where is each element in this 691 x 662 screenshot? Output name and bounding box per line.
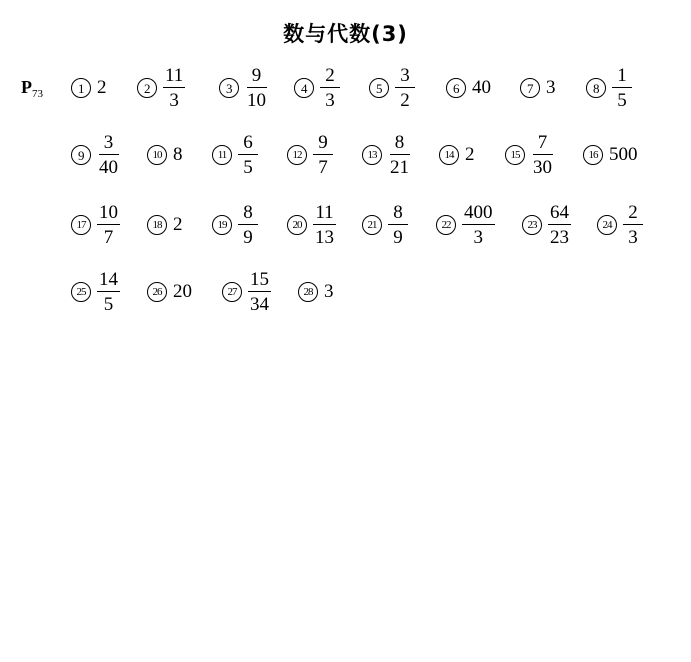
answer-number: 5 xyxy=(369,78,389,98)
answer-number: 13 xyxy=(362,145,382,165)
answer-number: 2 xyxy=(137,78,157,98)
answer-fraction xyxy=(395,66,415,110)
fraction-denominator: 2 xyxy=(400,90,410,111)
answer-item xyxy=(71,202,120,248)
fraction-numerator: 8 xyxy=(390,133,410,155)
answer-fraction xyxy=(313,203,336,247)
answer-item xyxy=(522,202,571,248)
answer-number: 15 xyxy=(505,145,525,165)
fraction-numerator: 9 xyxy=(247,66,267,88)
page-letter: P xyxy=(21,77,32,97)
answer-item xyxy=(71,269,120,315)
answer-item xyxy=(222,269,271,315)
fraction-denominator: 9 xyxy=(393,227,403,248)
fraction-numerator: 6 xyxy=(238,133,258,155)
fraction-numerator: 9 xyxy=(313,133,333,155)
answer-number: 21 xyxy=(362,215,382,235)
answer-item xyxy=(298,272,334,312)
fraction-numerator: 8 xyxy=(238,203,258,225)
answer-item xyxy=(147,135,183,175)
answer-number: 19 xyxy=(212,215,232,235)
answer-value: 3 xyxy=(324,281,334,302)
answer-number: 6 xyxy=(446,78,466,98)
answer-item xyxy=(212,132,258,178)
answer-number: 25 xyxy=(71,282,91,302)
fraction-denominator: 13 xyxy=(315,227,334,248)
answer-value: 8 xyxy=(173,144,183,165)
answer-item xyxy=(294,65,340,111)
answer-number: 11 xyxy=(212,145,232,165)
answer-item xyxy=(287,202,336,248)
answer-item xyxy=(505,132,554,178)
answer-fraction xyxy=(462,203,495,247)
answer-value: 2 xyxy=(97,77,107,98)
answer-number: 4 xyxy=(294,78,314,98)
fraction-numerator: 3 xyxy=(395,66,415,88)
answer-fraction xyxy=(623,203,643,247)
fraction-denominator: 30 xyxy=(533,157,552,178)
answer-fraction xyxy=(97,133,120,177)
answer-value: 2 xyxy=(173,214,183,235)
answer-item xyxy=(137,65,185,111)
answer-item xyxy=(369,65,415,111)
answer-number: 20 xyxy=(287,215,307,235)
fraction-numerator: 11 xyxy=(165,65,184,86)
answer-item xyxy=(439,135,475,175)
fraction-denominator: 7 xyxy=(103,227,114,248)
fraction-denominator: 10 xyxy=(247,90,266,111)
answer-fraction xyxy=(245,66,268,110)
fraction-numerator: 400 xyxy=(464,202,493,223)
answer-item xyxy=(583,135,638,175)
answer-item xyxy=(219,65,268,111)
answer-fraction xyxy=(531,133,554,177)
fraction-denominator: 5 xyxy=(103,294,114,315)
answer-number: 12 xyxy=(287,145,307,165)
page-title: 数与代数(3) xyxy=(283,22,408,46)
answer-number: 24 xyxy=(597,215,617,235)
answer-value: 40 xyxy=(472,77,491,98)
answer-number: 1 xyxy=(71,78,91,98)
answer-value: 500 xyxy=(609,144,638,165)
answer-fraction xyxy=(313,133,333,177)
answer-item xyxy=(362,202,408,248)
fraction-numerator: 1 xyxy=(612,66,632,88)
answer-number: 3 xyxy=(219,78,239,98)
answer-number: 26 xyxy=(147,282,167,302)
fraction-numerator: 10 xyxy=(99,202,118,223)
answer-number: 27 xyxy=(222,282,242,302)
fraction-denominator: 3 xyxy=(169,90,179,111)
answer-fraction xyxy=(248,270,271,314)
answer-number: 16 xyxy=(583,145,603,165)
fraction-numerator: 2 xyxy=(623,203,643,225)
answer-value: 3 xyxy=(546,77,556,98)
answer-number: 14 xyxy=(439,145,459,165)
answer-number: 9 xyxy=(71,145,91,165)
fraction-numerator: 3 xyxy=(99,133,119,155)
answer-fraction xyxy=(388,133,411,177)
fraction-denominator: 3 xyxy=(325,90,335,111)
fraction-numerator: 15 xyxy=(250,269,269,290)
fraction-denominator: 5 xyxy=(243,157,253,178)
answer-fraction xyxy=(548,203,571,247)
fraction-denominator: 9 xyxy=(243,227,253,248)
fraction-denominator: 3 xyxy=(473,227,483,248)
fraction-numerator: 7 xyxy=(533,133,553,155)
answer-fraction xyxy=(238,203,258,247)
fraction-denominator: 3 xyxy=(628,227,638,248)
fraction-denominator: 23 xyxy=(550,227,569,248)
fraction-denominator: 21 xyxy=(390,157,409,178)
answer-item xyxy=(71,68,107,108)
fraction-denominator: 40 xyxy=(99,157,118,178)
answer-fraction xyxy=(320,66,340,110)
answer-item xyxy=(436,202,495,248)
fraction-denominator: 34 xyxy=(250,294,269,315)
fraction-numerator: 64 xyxy=(550,202,569,223)
answer-item xyxy=(586,65,632,111)
answer-number: 28 xyxy=(298,282,318,302)
answer-value: 20 xyxy=(173,281,192,302)
page-number-label xyxy=(21,77,43,98)
answer-number: 23 xyxy=(522,215,542,235)
answer-fraction xyxy=(97,270,120,314)
fraction-numerator: 2 xyxy=(320,66,340,88)
answer-item xyxy=(147,205,183,245)
answer-item xyxy=(446,68,491,108)
answer-number: 7 xyxy=(520,78,540,98)
fraction-numerator: 11 xyxy=(315,202,334,223)
answer-item xyxy=(597,202,643,248)
answer-item xyxy=(147,272,192,312)
answer-fraction xyxy=(388,203,408,247)
answer-fraction xyxy=(612,66,632,110)
answer-item xyxy=(287,132,333,178)
fraction-numerator: 8 xyxy=(388,203,408,225)
answer-value: 2 xyxy=(465,144,475,165)
fraction-denominator: 7 xyxy=(318,157,328,178)
answer-number: 18 xyxy=(147,215,167,235)
answer-number: 17 xyxy=(71,215,91,235)
answer-number: 22 xyxy=(436,215,456,235)
answer-item xyxy=(71,132,120,178)
answer-fraction xyxy=(97,203,120,247)
answer-number: 8 xyxy=(586,78,606,98)
page-number: 73 xyxy=(32,88,43,100)
fraction-numerator: 14 xyxy=(99,269,118,290)
answer-fraction xyxy=(238,133,258,177)
fraction-denominator: 5 xyxy=(617,90,627,111)
answer-item xyxy=(520,68,556,108)
answer-fraction xyxy=(163,66,185,110)
answer-item xyxy=(362,132,411,178)
answer-number: 10 xyxy=(147,145,167,165)
answer-item xyxy=(212,202,258,248)
